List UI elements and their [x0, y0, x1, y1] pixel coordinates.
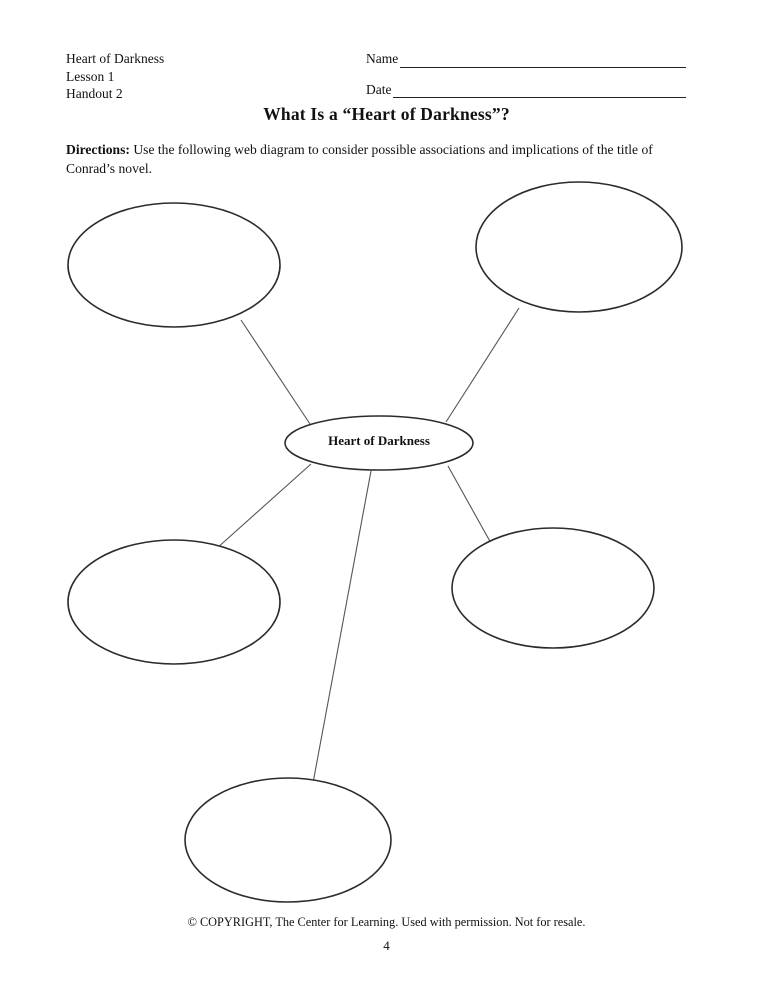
connector-center-to-top-left: [241, 320, 310, 424]
bubble-left[interactable]: [68, 540, 280, 664]
page-number: 4: [383, 938, 390, 953]
bubble-top-right[interactable]: [476, 182, 682, 312]
connector-center-to-top-right: [446, 308, 519, 422]
bubble-center-label: Heart of Darkness: [328, 433, 430, 448]
name-label: Name: [366, 51, 399, 66]
header-line-handout: Handout 2: [66, 86, 123, 101]
connector-center-to-left: [216, 464, 311, 549]
bubble-bottom[interactable]: [185, 778, 391, 902]
connector-center-to-bottom: [313, 471, 371, 783]
directions-text: Use the following web diagram to consider possible associations and implications of the title of Conrad’s novel.: [66, 142, 653, 176]
header-line-lesson: Lesson 1: [66, 68, 115, 84]
date-label: Date: [366, 81, 392, 97]
diagram-bubbles: [68, 182, 682, 902]
diagram-connectors: [216, 308, 519, 783]
bubble-right[interactable]: [452, 528, 654, 648]
bubble-top-left[interactable]: [68, 203, 280, 327]
connector-center-to-right: [448, 466, 492, 545]
directions-label: Directions:: [66, 142, 130, 157]
header-line-title: Heart of Darkness: [66, 51, 165, 66]
page-title: What Is a “Heart of Darkness”?: [263, 104, 510, 124]
bubble-center[interactable]: [285, 416, 473, 470]
copyright-note: © COPYRIGHT, The Center for Learning. Used with permission. Not for resale.: [187, 915, 586, 929]
